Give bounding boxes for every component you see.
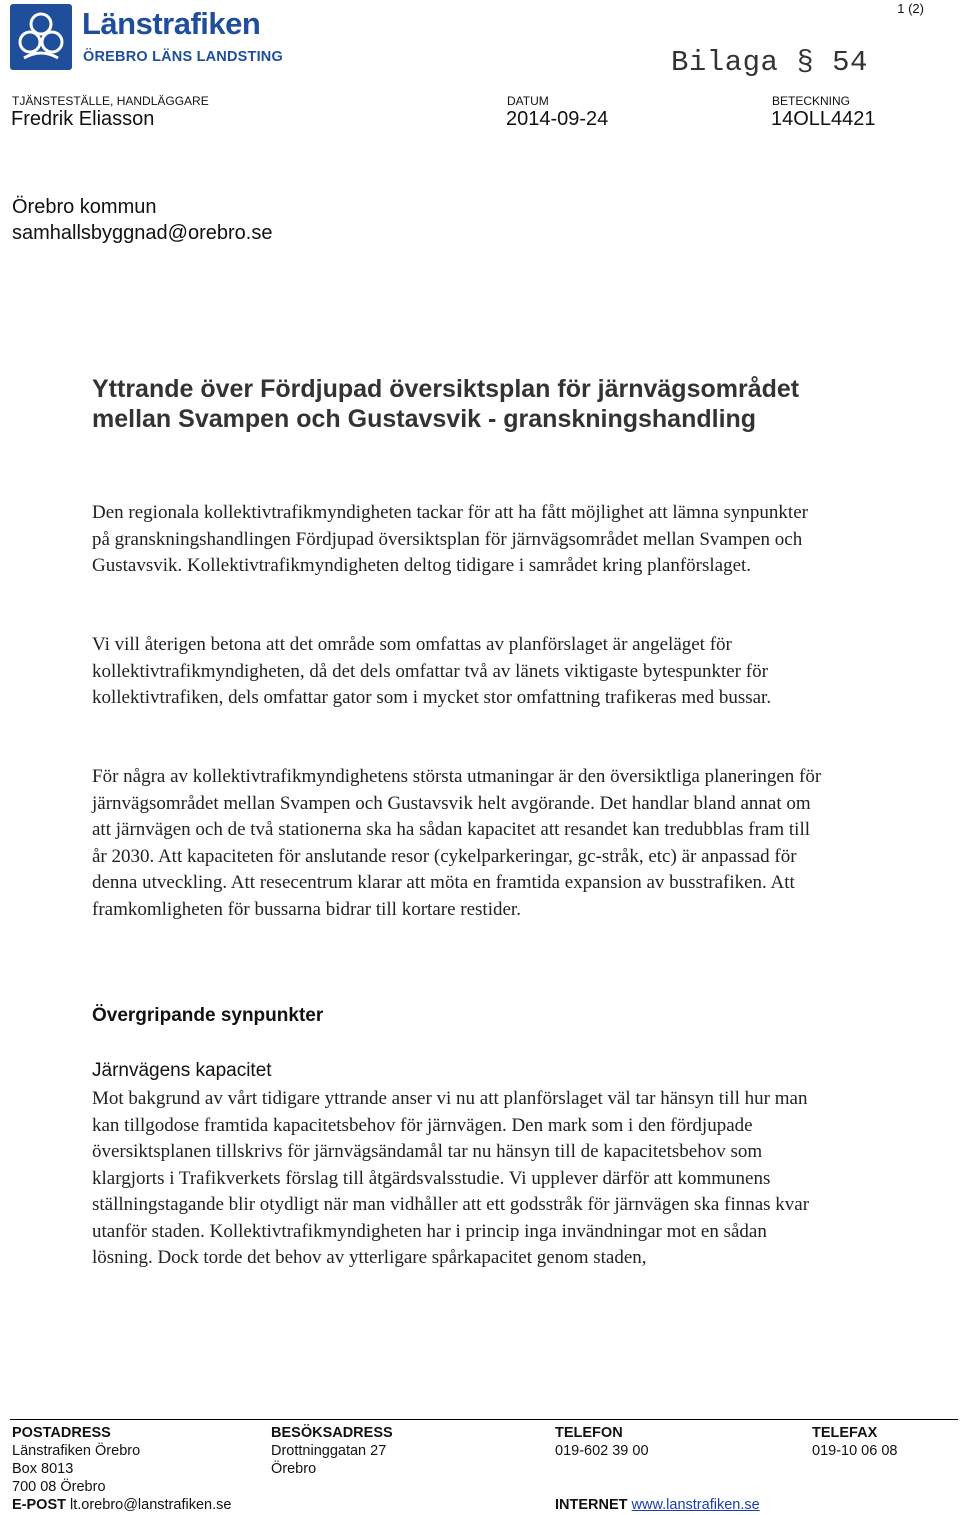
footer-telefax: [812, 1424, 897, 1460]
footer-besoksadress: [271, 1424, 393, 1478]
besoksadress-line: Drottninggatan 27: [271, 1443, 387, 1459]
datum-label: DATUM: [507, 94, 549, 108]
postadress-label: POSTADRESS: [12, 1425, 111, 1441]
email-value[interactable]: lt.orebro@lanstrafiken.se: [70, 1497, 232, 1513]
handlaggare-value: Fredrik Eliasson: [11, 108, 155, 130]
email-label: E-POST: [12, 1497, 66, 1513]
postadress-line: Länstrafiken Örebro: [12, 1443, 141, 1459]
paragraph-challenges: För några av kollektivtrafikmyndighetens största utmaningar är den översiktliga planeringen för järnvägsområdet mellan Svampen och Gustavsvik helt avgörande. Det handlar bland annat om att järnvägen och de två stationerna ska ha sådan kapacitet att resandet kan tredubblas fram till år 2030. Att kapaciteten för anslutande resor (cykelparkeringar, gc-stråk, etc) är anpassad för denna utveckling. Att resecentrum klarar att möta en framtida expansion av busstrafiken. Att framkomligheten för bussarna bidrar till kortare restider.: [92, 766, 822, 920]
footer-internet: [555, 1496, 760, 1514]
postadress-line: 700 08 Örebro: [12, 1479, 106, 1495]
besoksadress-label: BESÖKSADRESS: [271, 1425, 393, 1441]
document-title: Yttrande över Fördjupad översiktsplan för järnvägsområdet mellan Svampen och Gustavsvik - granskningshandling: [92, 375, 800, 433]
beteckning-value: 14OLL4421: [771, 108, 876, 130]
recipient-email: samhallsbyggnad@orebro.se: [12, 222, 273, 244]
section-heading: Övergripande synpunkter: [92, 1005, 324, 1026]
telefax-value: 019-10 06 08: [812, 1443, 898, 1459]
paragraph-capacity: Mot bakgrund av vårt tidigare yttrande anser vi nu att planförslaget väl tar hänsyn till hur man kan tillgodose framtida kapacitetsbehov för järnvägen. Den mark som i den fördjupade översiktsplanen tillskrivs för järnvägsändamål tar nu hänsyn till de kapacitetsbehov som klargjorts i Trafikverkets förslag till åtgärdsvalsstudie. Vi upplever därför att kommunens ställningstagande blir otydligt när man vidhåller att ett godsstråk för järnvägen ska finnas kvar utanför staden. Kollektivtrafikmyndigheten har i princip inga invändningar mot en sådan lösning. Dock torde det behov av ytterligare spårkapacitet genom staden,: [92, 1088, 810, 1268]
telefax-label: TELEFAX: [812, 1425, 878, 1441]
subsection-heading: Järnvägens kapacitet: [92, 1060, 272, 1081]
logo-emblem-icon: [10, 4, 72, 70]
internet-label: INTERNET: [555, 1497, 628, 1513]
telefon-label: TELEFON: [555, 1425, 623, 1441]
page-number: 1 (2): [897, 1, 924, 16]
recipient-name: Örebro kommun: [12, 196, 157, 218]
lanstrafiken-logo: [10, 4, 300, 70]
datum-value: 2014-09-24: [506, 108, 609, 130]
paragraph-area: Vi vill återigen betona att det område som omfattas av planförslaget är angeläget för kollektivtrafikmyndigheten, då det dels omfattar två av länets viktigaste bytespunkter för kollektivtrafiken, dels omfattar gator som i mycket stor omfattning trafikeras med bussar.: [92, 634, 772, 708]
bilaga-label: Bilaga § 54: [671, 46, 868, 79]
brand-name: Länstrafiken: [82, 6, 261, 41]
beteckning-label: BETECKNING: [772, 94, 851, 108]
brand-subtitle: ÖREBRO LÄNS LANDSTING: [83, 49, 283, 65]
footer-postadress: [12, 1424, 231, 1514]
handlaggare-label: TJÄNSTESTÄLLE, HANDLÄGGARE: [12, 94, 209, 108]
paragraph-intro: Den regionala kollektivtrafikmyndigheten tackar för att ha fått möjlighet att lämna synpunkter på granskningshandlingen Fördjupad översiktsplan för järnvägsområdet mellan Svampen och Gustavsvik. Kollektivtrafikmyndigheten deltog tidigare i samrådet kring planförslaget.: [92, 502, 808, 576]
telefon-value: 019-602 39 00: [555, 1443, 649, 1459]
footer-divider: [10, 1419, 958, 1420]
internet-link[interactable]: www.lanstrafiken.se: [631, 1497, 760, 1513]
postadress-line: Box 8013: [12, 1461, 74, 1477]
footer-telefon: [555, 1424, 649, 1460]
besoksadress-line: Örebro: [271, 1461, 317, 1477]
